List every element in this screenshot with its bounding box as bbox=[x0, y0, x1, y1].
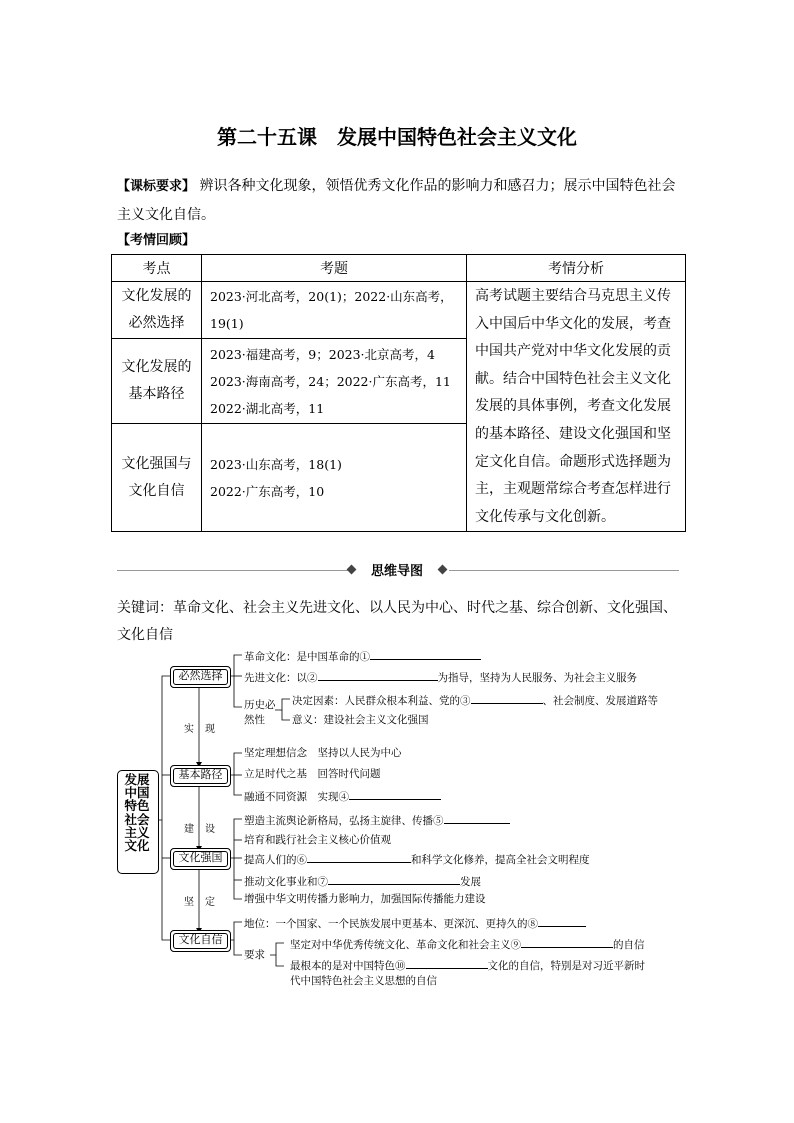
question-line: 2023·山东高考，18(1) bbox=[210, 456, 342, 472]
answer-blank bbox=[521, 936, 613, 948]
item-text: 、社会制度、发展道路等 bbox=[542, 695, 658, 707]
node-cultural-power bbox=[170, 848, 231, 870]
item-text: 的自信 bbox=[613, 939, 645, 951]
n1-bracket-c bbox=[234, 676, 242, 707]
mindmap-section-title: 思维导图 bbox=[370, 564, 423, 579]
question-line: 2023·福建高考，9；2023·北京高考，4 bbox=[210, 346, 435, 362]
mindmap-item-label: 然性 bbox=[244, 714, 265, 726]
node-label: 必然选择 bbox=[178, 669, 223, 682]
node-cultural-confidence bbox=[170, 930, 231, 952]
point-text: 文化发展的基本路径 bbox=[121, 359, 192, 403]
item-text: 先进文化：以② bbox=[244, 672, 318, 684]
node-inevitable-choice bbox=[170, 666, 231, 688]
answer-blank bbox=[349, 788, 441, 800]
answer-blank bbox=[444, 812, 510, 824]
mindmap-root: 发展中国特色社会主义文化 bbox=[124, 772, 150, 854]
item-text: 革命文化：是中国革命的① bbox=[244, 651, 370, 663]
keywords-text: 革命文化、社会主义先进文化、以人民为中心、时代之基、综合创新、文化强国、文化自信 bbox=[117, 600, 677, 643]
connector-char: 建 bbox=[184, 824, 194, 835]
table-header: 考情分析 bbox=[467, 255, 686, 282]
mindmap-item bbox=[290, 957, 645, 973]
item-text: 和科学文化修养，提高全社会文明程度 bbox=[411, 854, 590, 866]
node-label: 文化强国 bbox=[178, 851, 223, 864]
exam-review-tag: 【考情回顾】 bbox=[117, 233, 196, 248]
requirement-text: 辨识各种文化现象，领悟优秀文化作品的影响力和感召力；展示中国特色社会主义文化自信。 bbox=[117, 178, 676, 223]
question-line: 19(1) bbox=[210, 316, 244, 332]
mindmap-item bbox=[244, 812, 510, 828]
node-label: 基本路径 bbox=[178, 768, 223, 781]
analysis-text: 高考试题主要结合马克思主义传入中国后中华文化的发展，考查中国共产党对中华文化发展的贡献。结合中国特色社会主义文化发展的具体事例，考查文化发展的基本路径、建设文化强国和坚定文化自信。命题形式选择题为主，主观题常综合考查怎样进行文化传承与文化创新。 bbox=[475, 288, 671, 525]
mindmap-item bbox=[244, 788, 441, 804]
question-line: 2023·河北高考，20(1)；2022·山东高考， bbox=[210, 289, 453, 305]
item-text: 推动文化事业和⑦ bbox=[244, 876, 328, 888]
mindmap-item bbox=[244, 915, 586, 931]
mindmap-item: 意义：建设社会主义文化强国 bbox=[292, 714, 429, 726]
hist-bracket-a bbox=[275, 699, 290, 710]
mindmap-item: 代中国特色社会主义思想的自信 bbox=[290, 975, 437, 987]
item-text: 塑造主流舆论新格局，弘扬主旋律、传播⑤ bbox=[244, 815, 444, 827]
connector-char: 现 bbox=[205, 724, 215, 735]
mindmap-item: 增强中华文明传播力影响力，加强国际传播能力建设 bbox=[244, 893, 486, 905]
hist-bracket-b bbox=[282, 710, 290, 720]
requirement-tag: 【课标要求】 bbox=[117, 179, 196, 194]
answer-blank bbox=[318, 669, 438, 681]
mindmap-item: 培育和践行社会主义核心价值观 bbox=[244, 834, 391, 846]
node-basic-path bbox=[170, 765, 231, 787]
item-text: 提高人们的⑥ bbox=[244, 854, 307, 866]
mindmap-item bbox=[244, 648, 481, 664]
mindmap-item bbox=[244, 669, 637, 685]
node-label: 文化自信 bbox=[178, 933, 223, 946]
mindmap-item bbox=[290, 936, 645, 952]
mindmap-item: 坚定理想信念 坚持以人民为中心 bbox=[244, 747, 402, 759]
keywords-label: 关键词： bbox=[117, 600, 173, 616]
item-text: 最根本的是对中国特色⑩ bbox=[290, 960, 406, 972]
item-text: 文化的自信，特别是对习近平新时 bbox=[487, 960, 645, 972]
mindmap-item bbox=[292, 692, 658, 708]
connector-char: 设 bbox=[205, 824, 215, 835]
mindmap-item bbox=[244, 851, 590, 867]
mindmap-item bbox=[244, 873, 481, 889]
point-text: 文化强国与文化自信 bbox=[121, 455, 192, 499]
mindmap-item-label: 要求 bbox=[244, 949, 265, 961]
question-line: 2022·湖北高考，11 bbox=[210, 400, 325, 416]
n2-bracket-c bbox=[234, 775, 242, 795]
table-header: 考题 bbox=[202, 255, 467, 282]
n4-bracket-req bbox=[234, 940, 242, 955]
root-branch-bottom bbox=[162, 820, 170, 940]
answer-blank bbox=[471, 692, 543, 704]
answer-blank bbox=[538, 915, 586, 927]
req-bracket-b bbox=[276, 955, 284, 966]
point-text: 文化发展的必然选择 bbox=[121, 288, 192, 332]
answer-blank bbox=[406, 957, 488, 969]
answer-blank bbox=[328, 873, 460, 885]
answer-blank bbox=[370, 648, 481, 660]
mindmap-item-label: 历史必 bbox=[244, 699, 276, 711]
connector-char: 定 bbox=[205, 897, 215, 908]
item-text: 融通不同资源 实现④ bbox=[244, 791, 349, 803]
item-text: 地位：一个国家、一个民族发展中更基本、更深沉、更持久的⑧ bbox=[244, 918, 538, 930]
question-line: 2023·海南高考，24；2022·广东高考，11 bbox=[210, 373, 451, 389]
answer-blank bbox=[307, 851, 411, 863]
table-header: 考点 bbox=[112, 255, 202, 282]
connector-char: 实 bbox=[184, 724, 194, 735]
item-text: 为指导，坚持为人民服务、为社会主义服务 bbox=[437, 672, 637, 684]
connector-char: 坚 bbox=[184, 897, 194, 908]
page-title: 第二十五课 发展中国特色社会主义文化 bbox=[217, 125, 577, 149]
question-line: 2022·广东高考，10 bbox=[210, 483, 325, 499]
item-text: 坚定对中华优秀传统文化、革命文化和社会主义⑨ bbox=[290, 939, 521, 951]
item-text: 决定因素：人民群众根本利益、党的③ bbox=[292, 695, 471, 707]
mindmap-item: 立足时代之基 回答时代问题 bbox=[244, 768, 381, 780]
n3-bracket-e bbox=[234, 858, 242, 899]
req-bracket-a bbox=[270, 943, 284, 955]
item-text: 发展 bbox=[460, 876, 481, 888]
